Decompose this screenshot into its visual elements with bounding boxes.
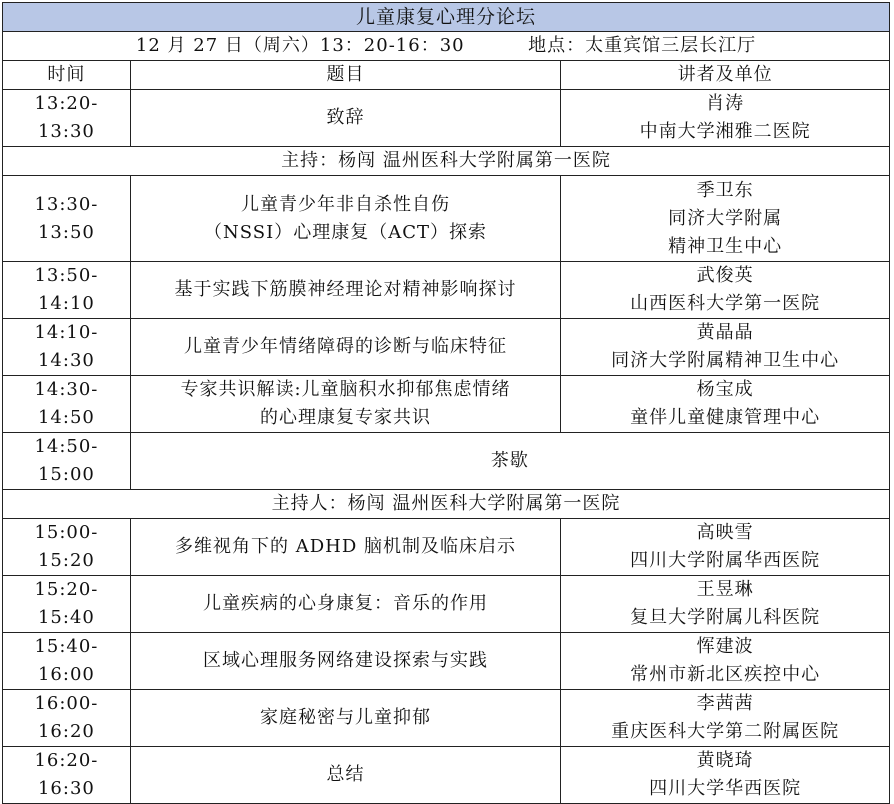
session-topic: 基于实践下筋膜神经理论对精神影响探讨 bbox=[130, 262, 560, 319]
session-topic: 致辞 bbox=[130, 90, 560, 147]
session-time: 14:10-14:30 bbox=[3, 319, 131, 376]
session-row bbox=[3, 176, 890, 262]
session-row bbox=[3, 690, 890, 747]
info-row bbox=[3, 32, 890, 61]
session-topic: 儿童疾病的心身康复：音乐的作用 bbox=[130, 576, 560, 633]
session-time: 15:20-15:40 bbox=[3, 576, 131, 633]
session-row bbox=[3, 747, 890, 804]
session-time: 13:50-14:10 bbox=[3, 262, 131, 319]
forum-schedule-table bbox=[2, 2, 890, 804]
session-time: 13:30-13:50 bbox=[3, 176, 131, 262]
column-header-speaker: 讲者及单位 bbox=[561, 61, 890, 90]
column-header-time: 时间 bbox=[3, 61, 131, 90]
session-topic: 区域心理服务网络建设探索与实践 bbox=[130, 633, 560, 690]
chair-row bbox=[3, 147, 890, 176]
tea-break: 茶歇 bbox=[130, 433, 889, 490]
session-chair: 主持人：杨闯 温州医科大学附属第一医院 bbox=[3, 490, 890, 519]
session-speaker: 高映雪 四川大学附属华西医院 bbox=[561, 519, 890, 576]
session-time: 14:50-15:00 bbox=[3, 433, 131, 490]
forum-location: 地点：太重宾馆三层长江厅 bbox=[528, 35, 757, 56]
session-time: 16:20-16:30 bbox=[3, 747, 131, 804]
header-row bbox=[3, 61, 890, 90]
session-topic: 儿童青少年情绪障碍的诊断与临床特征 bbox=[130, 319, 560, 376]
session-chair: 主持：杨闯 温州医科大学附属第一医院 bbox=[3, 147, 890, 176]
session-speaker: 王昱琳 复旦大学附属儿科医院 bbox=[561, 576, 890, 633]
session-time: 13:20-13:30 bbox=[3, 90, 131, 147]
forum-info bbox=[3, 32, 890, 61]
session-speaker: 季卫东 同济大学附属 精神卫生中心 bbox=[561, 176, 890, 262]
session-speaker: 恽建波 常州市新北区疾控中心 bbox=[561, 633, 890, 690]
session-row bbox=[3, 376, 890, 433]
session-row bbox=[3, 319, 890, 376]
chair-row bbox=[3, 490, 890, 519]
forum-title: 儿童康复心理分论坛 bbox=[3, 3, 890, 32]
session-row bbox=[3, 576, 890, 633]
session-row bbox=[3, 90, 890, 147]
break-row bbox=[3, 433, 890, 490]
session-topic: 儿童青少年非自杀性自伤 （NSSI）心理康复（ACT）探索 bbox=[130, 176, 560, 262]
session-topic: 总结 bbox=[130, 747, 560, 804]
session-speaker: 李茜茜 重庆医科大学第二附属医院 bbox=[561, 690, 890, 747]
session-topic: 多维视角下的 ADHD 脑机制及临床启示 bbox=[130, 519, 560, 576]
session-speaker: 杨宝成 童伴儿童健康管理中心 bbox=[561, 376, 890, 433]
column-header-topic: 题目 bbox=[130, 61, 560, 90]
session-speaker: 武俊英 山西医科大学第一医院 bbox=[561, 262, 890, 319]
session-time: 15:00-15:20 bbox=[3, 519, 131, 576]
session-row bbox=[3, 633, 890, 690]
session-row bbox=[3, 519, 890, 576]
session-speaker: 肖涛 中南大学湘雅二医院 bbox=[561, 90, 890, 147]
session-topic: 专家共识解读:儿童脑积水抑郁焦虑情绪 的心理康复专家共识 bbox=[130, 376, 560, 433]
session-time: 14:30-14:50 bbox=[3, 376, 131, 433]
forum-datetime: 12 月 27 日（周六）13：20-16：30 bbox=[135, 35, 465, 56]
session-speaker: 黄晶晶 同济大学附属精神卫生中心 bbox=[561, 319, 890, 376]
title-row bbox=[3, 3, 890, 32]
session-time: 15:40-16:00 bbox=[3, 633, 131, 690]
session-speaker: 黄晓琦 四川大学华西医院 bbox=[561, 747, 890, 804]
session-row bbox=[3, 262, 890, 319]
session-topic: 家庭秘密与儿童抑郁 bbox=[130, 690, 560, 747]
session-time: 16:00-16:20 bbox=[3, 690, 131, 747]
